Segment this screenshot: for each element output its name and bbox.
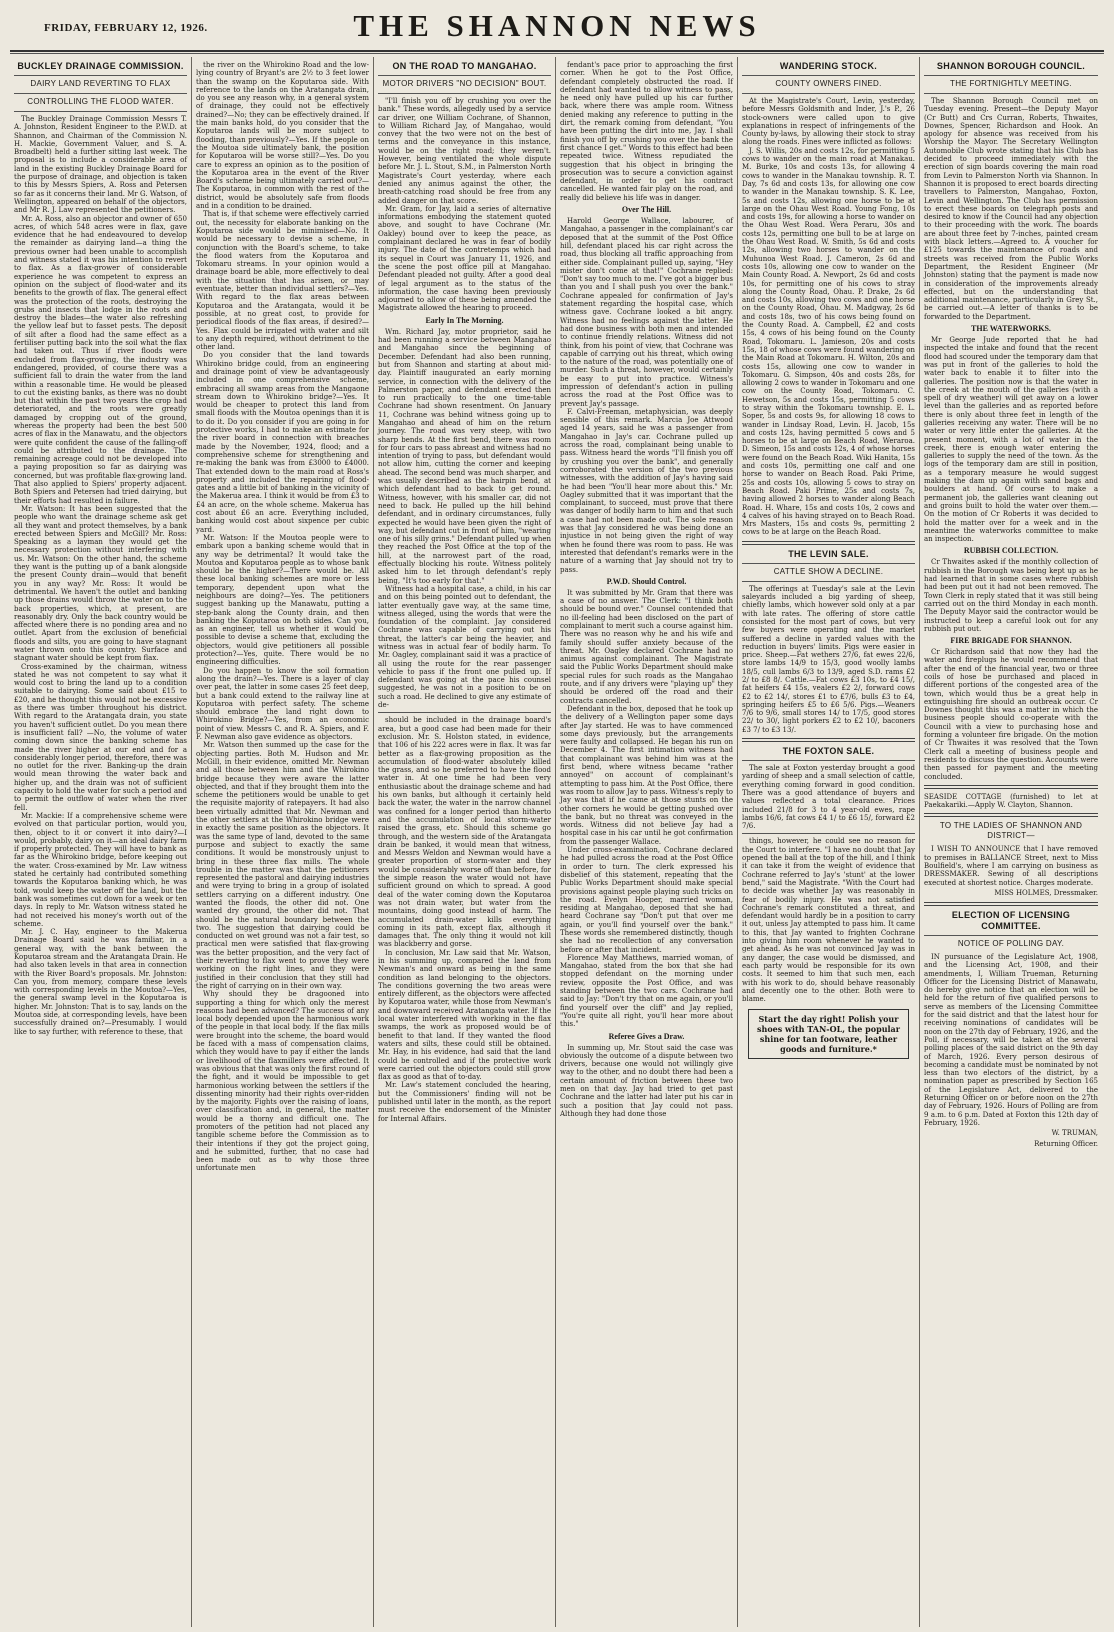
section-subheading: RUBBISH COLLECTION.: [963, 546, 1059, 556]
article-paragraph: That is, if that scheme were effectively carried out, the necessity for elaborate banking on the Koputaroa side would be minimised—No. It would be necessary to devise a scheme, in conjunction with the Board's scheme, to take the flood waters from the Koputaroa and Tokomaru streams. In your opinion would a drainage board be able, more effectively to deal with the situation that has arisen, or may eventuate, better than individual settlers?—Yes. With regard to the flax areas between Koputaroa and the Aratangata, would it be possible, at no great cost, to provide for periodical floods of the flax areas, if desired?—Yes. Flax could be irrigated with water and silt to any depth required, without detriment to the other land.: [196, 210, 369, 352]
columns: [10, 57, 1108, 1627]
article-paragraph: Mr. Gram, for Jay, laid a series of alternative informations embodying the statement quoted above, and sought to have Cochrane (Mr. Oakley) bound over to keep the peace, as complainant declared he was in fear of bodily injury. The date of the contretemps which had its sequel in Court was January 11, 1926, and the scene the post office pill at Mangahao. Defendant pleaded not guilty. After a good deal of legal argument as to the status of the information, the case having been previously adjourned to allow of these being amended the Magistrate allowed the hearing to proceed.: [378, 204, 551, 313]
article-subhead: THE FORTNIGHTLY MEETING.: [950, 79, 1072, 88]
divider: [742, 581, 915, 582]
article-paragraph: the river on the Whirokino Road and the low-lying country of Bryant's are 2½ to 3 feet lower than the swamp on the Koputaroa side. With reference to the lands on the Aratangata drain, do you see any reason why, in a general system of drainage, they could not be effectively drained?—No; they can be effectively drained. If the main banks hold, do you consider that the Koputaroa lands will be more subject to flooding, than previously?—Yes. If the people on the Moutoa side ultimately bank, the position for Koputaroa will be worse still?—Yes. Do you care to express an opinion as to the position of the Koputaroa area in the event of the River Board's scheme being ultimately carried out?—The Koputaroa, in common with the rest of the district, would be absolutely safe from floods and in a condition to be drained.: [196, 61, 369, 211]
notice-signature-name: W. TRUMAN,: [1051, 1129, 1098, 1138]
article-subhead: COUNTY OWNERS FINED.: [775, 79, 882, 88]
article-paragraph: should be included in the drainage board's area, but a good case had been made for their exclusion. Mr. S. Holston stated, in evidence, that 106 of his 222 acres were in flax. It was far better as a flax-growing proposition as the accumulation of flood-water absolutely killed the grass, and so he preferred to have the flood water in. At one time he had been very enthusiastic about the drainage scheme and had his own banks, but although it certainly held back the water, the water in the narrow channel was confined for a longer period than hitherto and the accumulation of local storm-water raised the grass, etc. Should this scheme go through, and the western side of the Aratangata drain be banked, it would mean that witness, and Messrs Weldon and Newman would have a greater proportion of storm-water and they would be considerably worse off than before, for the simple reason the water would not have sufficient ground on which to spread. A good deal of the water coming down the Koputaroa was not drain water, but water from the mountains, doing good instead of harm. The accumulated drain-water kills everything coming in its path, except flax, although it damages that. The only thing it would not kill was blackberry and gorse.: [378, 716, 551, 949]
newspaper-title: THE SHANNON NEWS: [353, 8, 761, 43]
article-subhead: CONTROLLING THE FLOOD WATER.: [27, 97, 174, 106]
article-paragraph: Do you consider that the land towards Whirokino bridge could, from an engineering and drainage point of view be advantageously included in one comprehensive scheme, embracing all swamp areas from the Mangaone stream down to Whirokino bridge?—Yes. It would be cheaper to protect this land from small floods with the Moutoa openings than it is to do it. Do you consider if you are going in for protective works, I had to make an estimate for the river board in connection with breaches made by the November, 1924, flood; and a comprehensive scheme for strengthening and re-making the bank was from £3000 to £4000. That extended down to the main road at Ross's property and included the repairing of flood-gates and a little bit of banking in the vicinity of the Makerua area. I think it would be from £3 to £4 an acre, on the whole scheme. Makerua has cost about £6 an acre. Everything included, banking would cost about sixpence per cubic yard.: [196, 351, 369, 534]
article-paragraph: Mr. Watson: It has been suggested that the people who want the drainage scheme ask get all they want and protect themselves, by a bank erected between Spiers and McGill? Mr. Ross: Speaking as a layman they would get the necessary protection without interfering with us. Mr. Watson: On the other hand, the scheme they want is the putting up of a bank alongside the present County drain—would that benefit you in any way? Mr. Ross: It would be detrimental. We haven't the outlet and banking up those drains would throw the water on to the back properties, which, at present, are reasonably dry. Only the back country would be affected where there is no ponding area and no outlet. Apart from the exclusion of beneficial floods and silts, you are going to have stagnant water thrown onto this country. Surface and stagnant water should be kept from flax.: [14, 504, 187, 663]
polling-notice: IN pursuance of the Legislature Act, 1908, and the Licensing Act, 1908, and their amendments, I, William Trueman, Returning Officer for the Licensing District of Manawatu, do hereby give notice that an election will be held for the return of five qualified persons to serve as members of the Licensing Committee for the said district and that the latest hour for receiving nominations of candidates will be noon on the 27th day of February, 1926, and the Poll, if necessary, will be taken at the several polling places of the said district on the 9th day of March, 1926. Every person desirous of becoming a candidate must be nominated by not less than two electors of the district, by a nomination paper as prescribed by Section 165 of the Legislature Act, delivered to the Returning Officer on or before noon on the 27th day of February, 1926. Hours of Polling are from 9 a.m. to 6 p.m. Dated at Foxton this 12th day of February, 1926.: [924, 952, 1098, 1127]
article-paragraph: At the Magistrate's Court, Levin, yesterday, before Messrs Goldsmith and Inder, J.'s P., 26 stock-owners were called upon to give explanations in respect of infringements of the County by-laws, by allowing their stock to stray along the roads. Fines were inflicted as follows:: [742, 97, 915, 147]
article-paragraph: Mr. Mackie: If a comprehensive scheme were evolved on that particular portion, would you, then, object to it or convert it into dairy?—I would, probably, dairy on it—an ideal dairy farm if properly protected. They will have to bank as far as the Whirokino bridge, before keeping out the water. Cross-examined by Mr. Law witness stated he certainly had contributed something towards the Koputaroa banking which, he was told, would keep the water off the land, but the bank was sometimes cut down for a week or ten days. In reply to Mr. Watson witness stated he had not received his money's worth out of the scheme.: [14, 811, 187, 928]
article-paragraph: The Shannon Borough Council met on Tuesday evening. Present—the Deputy Mayor (Cr Butt) and Crs Curran, Roberts, Thwaites, Downes, Spencer, Richardson and Hook. An apology for absence was received from his Worship the Mayor. The Secretary Wellington Automobile Club wrote stating that his Club has decided to proceed immediately with the erection of sign boards covering the main road from Levin to Palmerston North via Shannon. In Shannon it is proposed to erect boards directing travellers to Palmerston, Mangahao, Foxton, Levin and Wellington. The Club has permission to erect these boards on telegraph posts and desired to know if the Council had any objection to their proceeding with the work. The boards are about three feet by 7-inches, painted cream with black letters.—Agreed to. A voucher for £125 towards the maintenance of roads and streets was received from the Public Works Department, the Resident Engineer (Mr Johnston) stating that the payment is made now in consideration of the improvements already effected, but on the understanding that additional maintenance, particularly in Grey St., be carried out.—A letter of thanks is to be forwarded to the Department.: [924, 97, 1098, 321]
article-paragraph: Cross-examined by the chairman, witness stated he was not competent to say what it would cost to bring the land up to a condition suitable to dairying. Some said about £15 to £20, and he thought this would not be excessive as there was timber throughout his district. With regard to the Aratangata drain, you state you haven't sufficient outlet. Do you mean there is insufficient fall? —No, the volume of water coming down since the banking scheme has made the river higher at our end and for a considerably longer period, therefore, there was no outlet for the river. Banking-up the drain would mean throwing the water back and higher up, and the drain was not of sufficient capacity to hold the water for such a period and to permit the outflow of water when the river fell.: [14, 662, 187, 812]
column-1: [10, 57, 192, 1627]
article-paragraph: Harold George Wallace, labourer, of Mangahao, a passenger in the complainant's car deposed that at the summit of the Post Office hill, defendant placed his car right across the road, thus blocking all traffic approaching from either side. Complainant pulled up, saying, "Hey mister don't come at that!" Cochrane replied: "Don't say too much to me. I've got a bigger bus than you and I shall push you over the bank." Cochrane appealed for confirmation of Jay's statement regarding the hospital case, which witness gave. Cochrane looked a bit angry. Witness had no feelings against the latter. He had done business with both men and intended to continue friendly relations. Witness did not think, from his point of view, that Cochrane was capable of carrying out his threat, which owing to the nature of the road, was potentially one of murder. Such a threat, however, would certainly be easy to put into practice. Witness's impression of defendant's action in pulling across the road at the Post Office was to prevent Jay's passage.: [560, 217, 733, 408]
article-paragraph: Wm. Richard Jay, motor proprietor, said he had been running a service between Mangahao and Mangahao since the beginning of December. Defendant had also been running, but from Shannon and starting at about mid-day. Plaintiff inaugurated an early morning service, in connection with the delivery of the Palmerston paper, and defendant erected then to run practically to the one time-table Cochrane had shown resentment. On January 11, Cochrane was behind witness going up to Mangahao and ahead of him on the return journey. The road was very steep, with two sharp bends. At the first bend, there was room for four cars to pass abreast and witness had no intention of trying to pass, but defendant would not allow him, cutting the corner and keeping ahead. The second bend was much sharper, and was usually described as the hairpin bend, at which defendant had to back to get round. Witness, however, with his smaller car, did not need to back. He pulled up the hill behind defendant, and in ordinary circumstances, fully expected he would have been given the right of way, but defendant cut in front of him, "wearing one of his silly grins." Defendant pulled up when they reached the Post Office at the top of the hill, at the narrowest part of the road, effectually blocking his route. Witness politely asked him to let through defendant's reply being, "It's too early for that.": [378, 327, 551, 585]
divider: [924, 813, 1098, 817]
dressmaker-ad: I WISH TO ANNOUNCE that I have removed to premises in BALLANCE Street, next to Miss Boulfield's, where I am carrying on business as DRESSMAKER. Sewing of all descriptions executed at shortest notice. Charges moderate.: [924, 845, 1098, 887]
article-paragraph: Mr. Watson then summed up the case for the objecting parties. Both M. Hudson and Mr. McGill, in their evidence, omitted Mr. Newman and all those between him and the Whirokino bridge because they were aware the latter objected, and that if they brought them into the scheme the petitioners would be unable to get the requisite majority of ratepayers. It had also been virtually admitted that Mr. Newman and the other settlers at the Whirokino bridge were in exactly the same position as the objectors. It was the same type of land, devoted to the same purpose and subject to exactly the same conditions. It would be monstrously unjust to bring in these three flax mills. The whole trouble in the matter was that the petitioners represented the pastoral and dairying industries and were trying to bring in a group of isolated settlers carrying on a different industry. One wanted the floods, the other did not. One wanted dry ground, the other did not. That should be the natural boundary between the two. The suggestion that dairying could be conducted on wet ground was not a fair test, so practical men were satisfied that flax-growing was the better proposition, and the very fact of their reverting to flax went to prove they were working on the right lines, and they were justified in their conclusion that they still had the right of carrying on in their own way.: [196, 741, 369, 990]
article-headline: THE LEVIN SALE.: [788, 548, 869, 559]
divider: [742, 93, 915, 94]
divider: [14, 93, 187, 94]
divider: [924, 75, 1098, 76]
article-paragraph: F. Calvi-Freeman, metaphysician, was deeply sensible of this remark. Marcia Joe Attwood aged 14 years, said he was a passenger from Mangahao in Jay's car. Cochrane pulled up across the road, complainant being unable to pass. Witness heard the words "I'll finish you off by crushing you over the bank", and generally corroborated the version of the two previous witnesses, with the addition of Jay's having said he had been "You'll hear more about this." Mr. Oagley submitted that it was important that the complainant, to succeed, must prove that there was danger of bodily harm to him and that such a case had not been made out. The sole reason was that Jay considered he was being done an injustice in not being given the right of way when he found there was room to pass. He was interested that defendant's remarks were in the nature of a warning that Jay should not try to pass.: [560, 407, 733, 574]
ad-signature: MISS HOLMES, Dressmaker.: [994, 888, 1098, 897]
article-paragraph: The offerings at Tuesday's sale at the Levin saleyards included a big yarding of sheep, chiefly lambs, which however sold only at a par with late rates. The offering of store cattle consisted for the most part of cows, but very few buyers were operating and the market suffered a decline in yarded values with the reduction in buyers' limits. Pigs were easier in price. Sheep.—Fat wethers 27/6, fat ewes 22/6, store lambs 14/9 to 15/3, good woolly lambs 18/5, cull lambs 6/3 to 13/9, aged S.D. rams £2 2/ to £8 8/. Cattle.—Fat cows £3 10s, to £4 15/, fat heifers £4 15s, vealers £2 2/, forward cows £2 to £2 14/, stores £1 to £7/6, bulls £3 to £4, springing heifers £5 to £6 5/6. Pigs.—Weaners 7/6 to 9/6, small stores 14/ to 17/5, good stores 22/ to 30/, light porkers £2 to £2 10/, baconers £3 7/ to £3 13/.: [742, 584, 915, 734]
article-paragraph: Mr. Watson: If the Moutoa people were to embark upon a banking scheme would that in any way be detrimental? It would take the Moutoa and Koputaroa people as to whose bank should be the higher?—There would be. All these local banking schemes are more or less temporary, dependent upon what the neighbours are doing?—Yes. The petitioners suggest banking up the Manawatu, putting a step-bank along the County drain, and then banking the Koputaroa on both sides. Can you, as an engineer, tell us whether it would be possible to devise a scheme that, excluding the objectors, would give petitioners all possible protection?—Yes, quite. There would be no engineering difficulties.: [196, 533, 369, 667]
article-paragraph: "I'll finish you off by crushing you over the bank." These words, allegedly used by a service car driver, one William Cochrane, of Shannon, to William Richard Jay, of Mangahao, would convey that the two were not on the best of terms and the conveyance in this instance, would be on the right road; they weren't. However, being ventilated the whole dispute before Mr. J. L. Stout, S.M., in Palmerston North Magistrate's Court yesterday, where each denied any animus against the other, the breath-catching road should be free from any added danger on that score.: [378, 97, 551, 205]
article-paragraph: The sale at Foxton yesterday brought a good yarding of sheep and a small selection of cattle, everything coming forward in good condition. There was a good attendance of buyers and values reflected a total clearance. Prices included 21/8 for 3 to 4 year-old ewes, rape lambs 16/6, fat cows £4 1/ to £6 15/, forward £2 7/6.: [742, 764, 915, 831]
divider: [14, 75, 187, 76]
ad-heading: TO THE LADIES OF SHANNON AND DISTRICT—: [939, 821, 1083, 841]
section-subheading: Early In The Morning.: [425, 315, 504, 325]
article-paragraph: Mr George Jude reported that he had inspected the intake and found that the recent flood had scoured under the temporary dam that was put in front of the galleries to hold the water back to enable it to filter into the galleries. The position now is that the water in the creek at the mouth of the galleries (with a spell of dry weather) will get away on a lower level than the galleries and as reported before there is only about three feet in length of the galleries receiving any water. There will be no water or very little enter the galleries. At the present moment, with a lot of water in the creek, there is enough water entering the galleries to supply the need of the town. As the logs of the temporary dam are still in position, as a temporary measure he would suggest making the dam up again with sand bags and boulders at hand. Of course to make a permanent job, the galleries want cleaning out and groins built to hold the water over them.—On the motion of Cr Roberts it was decided to hold the matter over for a week and in the meantime the waterworks committee to make an inspection.: [924, 336, 1098, 544]
divider: [924, 785, 1098, 789]
article-headline: SHANNON BOROUGH COUNCIL.: [936, 61, 1086, 71]
article-paragraph: The Buckley Drainage Commission Messrs T. A. Johnston, Resident Engineer to the P.W.D. at Shannon, and Chairman of the Commission N. H. Mackie, Government Valuer, and S. A. Broadbelt) held a further sitting last week. The proposal is to include a considerable area of land in the existing Buckley Drainage Board for the purpose of drainage, and objection is taken to this by Messrs Spiers, A. Ross and Petersen so far as it concerns their land. Mr G. Watson, of Wellington, appeared on behalf of the objectors, and Mr R. J. Law represented the petitioners.: [14, 115, 187, 215]
article-paragraph: Cr Richardson said that now they had the water and fireplugs he would recommend that after the end of the financial year, two or three coils of hose be purchased and placed in different portions of the congested area of the town, which would thus be a great help in extinguishing fire should an outbreak occur. Cr Downes thought this was a matter in which the business people should co-operate with the Council with a view to purchasing hose and forming a volunteer fire brigade. On the motion of Cr Thwaites it was resolved that the Town Clerk call a meeting of business people and residents to discuss the question. Accounts were then passed for payment and the meeting concluded.: [924, 648, 1098, 781]
divider: [378, 712, 551, 713]
column-3: [374, 57, 556, 1627]
divider: [742, 541, 915, 545]
article-paragraph: In conclusion, Mr. Law said that Mr. Watson, in his summing up, compared the land from Newman's and onward as being in the same condition as land belonging to the objectors. The conditions governing the two areas were entirely different, as the objectors were affected by Koputaroa water, while those from Newman's and downward received Aratangata water. If the local water interfered with working in the flax swamps, the work as proposed would be of benefit to that land. If they wanted the flood waters and silts, these could still be obtained. Mr. Hay, in his evidence, had said that the land could be controlled and if the protective work were carried out the objectors could still grow flax as good as that of to-day.: [378, 948, 551, 1082]
article-headline: WANDERING STOCK.: [779, 61, 878, 71]
divider: [924, 935, 1098, 936]
section-subheading: THE WATERWORKS.: [971, 324, 1051, 334]
article-paragraph: Mr. A. Ross, also an objector and owner of 650 acres, of which 548 acres were in flax, gave evidence that he had endeavoured to develop the remainder as dairying land—a thing the previous owner had been unable to accomplish and witness stated it was his intention to revert to flax. As a flax-grower of considerable experience he was competent to express an opinion on the subject of flood-water and its benefits to the growth of flax. The general effect was the protection of the roots, destroying the grubs and insects that lodge in the roots and destroy the blades—the water also refreshing the yellow leaf but to fasset pests. The deposit of silt after a flood had the same effect as a fertiliser putting back into the soil what the flax had taken out. Thus if river floods were excluded from flax-growing, the industry was endangered, provided, of course there was a sufficient fall to drain the water from the land within a reasonable time. He would be pleased to cut the existing banks, as there was no doubt but that within the past two years the crop had deteriorated, and the roots were greatly damaged by cropping out of the ground, whereas the property had been the best 500 acres of flax in the Manawatu, and the objectors were quite confident the cause of the falling-off could be attributed to the drainage. The remaining acreage could not be developed into a paying proposition so far as dairying was concerned, but was profitable flax-growing land. That also applied to Spiers' property adjacent. Both Spiers and Petersen had tried dairying, but their efforts had resulted in failure.: [14, 214, 187, 505]
article-paragraph: Witness had a hospital case, a child, in his car and on this being pointed out to defendant, the latter eventually gave way, at the same time, witness alleged, using the words that were the foundation of the complaint. Jay considered Cochrane was capable of carrying out his threat, the latter's car being the heavier, and witness was in actual fear of bodily harm. To Mr. Oagley, complainant said it was a practice of all using the route for the rear passenger vehicle to pass if the front one pulled up. If defendant was going at the pace his counsel suggested, he was not in a position to be on such a road. He declined to give any estimate of de-: [378, 584, 552, 710]
article-paragraph: It was submitted by Mr. Gram that there was a case of no answer. The Clerk: "I think both should be bound over." Counsel contended that no ill-feeling had been disclosed on the part of complainant to merit such a course against him. There was no reason why he and his wife and family should suffer anxiety because of the threat. Mr. Oagley declared Cochrane had no animus against complainant. The Magistrate said the Public Works Department should make special rules for such roads as the Mangahao route, and if any drivers were "playing up" they should be ordered off the road and their contracts cancelled.: [560, 588, 733, 705]
section-subheading: P.W.D. Should Control.: [606, 576, 687, 586]
divider: [742, 563, 915, 564]
section-subheading: FIRE BRIGADE FOR SHANNON.: [950, 636, 1072, 646]
masthead: [0, 0, 1114, 56]
issue-date: FRIDAY, FEBRUARY 12, 1926.: [44, 22, 208, 34]
article-subhead: MOTOR DRIVERS "NO DECISION" BOUT.: [382, 79, 547, 88]
article-subhead: DAIRY LAND REVERTING TO FLAX: [30, 79, 171, 88]
article-headline: THE FOXTON SALE.: [782, 746, 875, 757]
column-4: [556, 57, 738, 1627]
divider: [924, 902, 1098, 906]
divider: [14, 111, 187, 112]
divider: [742, 738, 915, 742]
tan-ol-advertisement: Start the day right! Polish your shoes with TAN-OL, the popular shine for tan footware, leather goods and furniture.*: [748, 1009, 909, 1059]
divider: [378, 75, 551, 76]
article-paragraph: Mr. J. C. Hay, engineer to the Makerua Drainage Board said he was familiar, in a general way, with the bank between the Koputaroa stream and the Aratangata Drain. He had also taken levels in that area in connection with the River Board's proposals. Mr. Johnston: Can you, from memory, compare these levels with corresponding levels in the Moutoa?—Yes, the general swamp level in the Koputaroa is higher. Mr. Johnston: That is to say, lands on the Moutoa side, at corresponding levels, have been successfully drained on?—Presumably. I would like to say further, with reference to these, that: [14, 928, 187, 1036]
article-paragraph: In summing up, Mr. Stout said the case was obviously the outcome of a dispute between two drivers, because one would not willingly give way to the other, and no doubt there had been a certain amount of friction between these two men on that day. Jay had tried to get past Cochrane and the latter had later put his car in such a position that Jay could not pass. Although they had done those: [560, 1043, 733, 1118]
article-paragraph: Defendant in the box, deposed that he took up the delivery of a Wellington paper some days after Jay started. He was to have commenced some days previously, but the arrangements were faulty and collapsed. He began his run on December 4. The first intimation witness had that complainant was behind him was at the first bend, where witness became "rather annoyed" on account of complainant's attempting to pass him. At the Post Office, there was room to allow Jay to pass. Witness's reply to Jay was that if he came at those stunts on the other corners he would be getting pushed over the bank, but no threat was conveyed in the words. Witness did not believe Jay had a hospital case in his car until he got confirmation from the passenger Wallace.: [560, 704, 733, 846]
article-paragraph: Why should they be dragooned into supporting a thing for which only the merest reasons had been advanced? The success of any local body depended upon the harmonious work of the people in that local body. If the flax mills were brought into the scheme, the board would be faced with a mass of compensation claims, which they would have to pay if either the lands or livelihood of the flaxmillers were affected. It was obvious that that was only the first round of the fight, and it would be impossible to get harmonious working between the settlers if the dissenting minority had their rights over-ridden by the majority. Fights over the raising of loans, over classification and, in general, the matter would be a thorny and difficult one. The promoters of the petition had not placed any tangible scheme before the Commission as to their intentions if they got the project going, and he submitted, further, that no case had been made out as to why those three unfortunate men: [196, 990, 369, 1173]
article-paragraph: Mr. Law's statement concluded the hearing, but the Commissioners' finding will not be published until later in the month, as the report must receive the endorsement of the Minister for Internal Affairs.: [378, 1081, 551, 1123]
article-paragraph: Under cross-examination, Cochrane declared he had pulled across the road at the Post Office in order to turn. The clerk expressed his disbelief of this statement, repeating that the Public Works Department should make special provisions against people playing such tricks on the road. Evelyn Hooper, married woman, residing at Mangahao, deposed that she had heard Cochrane say "Don't put that over me again, or you'll find yourself over the bank." These words she remembered distinctly, though she had no recollection of any conversation before or after that incident.: [560, 846, 733, 954]
section-subheading: Over The Hill.: [621, 205, 672, 215]
classified-ad: [924, 793, 1098, 810]
divider: [742, 833, 915, 834]
column-6: [920, 57, 1102, 1627]
seaside-cottage-ad: SEASIDE COTTAGE (furnished) to let at Paekakariki.—Apply W. Clayton, Shannon.: [924, 792, 1098, 810]
column-5: [738, 57, 920, 1627]
divider: [742, 75, 915, 76]
article-subhead: CATTLE SHOW A DECLINE.: [773, 566, 884, 576]
notice-subhead: NOTICE OF POLLING DAY.: [957, 938, 1065, 948]
notice-headline: ELECTION OF LICENSING COMMITTEE.: [951, 909, 1071, 931]
divider: [742, 760, 915, 761]
article-paragraph: Florence May Matthews, married woman, of Mangahao, stated from the box that she had stopped defendant on the morning under review, opposite the Post Office, and was standing between the two cars. Cochrane had said to Jay: "Don't try that on me again, or you'll find yourself over the cliff" and Jay replied, "You're quite all right, you'll hear more about this.": [560, 953, 733, 1029]
divider: [378, 93, 551, 94]
notice-signature-title: Returning Officer.: [1034, 1140, 1098, 1149]
article-paragraph: things, however, he could see no reason for the Court to interfere. "I have no doubt that Jay opened the ball at the top of the hill, and I think it can take it from the weight of evidence that Cochrane referred to Jay's 'stunt' at the lower bend," said the Magistrate. "With the Court had to decide was whether Jay was reasonably in fear of bodily injury. He was not satisfied Cochrane's remark constituted a threat, and defendant would hardly be in a position to carry it out, unless Jay attempted to pass him. It came to this, that Jay wanted to frighten Cochrane into giving him room whenever he wanted to get ahead. As he was not convinced Jay was in any danger, the case would be dismissed, and each party would be responsible for its own costs. It seemed to him that such men, each with his work to do, should behave reasonably and decently one to the other. Both were to blame.: [742, 837, 915, 1004]
divider: [924, 93, 1098, 94]
article-headline: ON THE ROAD TO MANGAHAO.: [392, 61, 537, 71]
section-subheading: Referee Gives a Draw.: [608, 1031, 685, 1041]
column-2: [192, 57, 374, 1627]
article-headline: BUCKLEY DRAINAGE COMMISSION.: [17, 61, 184, 71]
article-paragraph: Do you happen to know the soil formation along the drain?—Yes. There is a layer of clay over peat, the latter in some cases 25 feet deep, but a bank could extend to the railway line at Koputaroa with perfect safety. The scheme should embrace the land right down to Whirokino Bridge?—Yes, from an economic point of view. Messrs C. and R. A. Spiers, and F. F. Newman also gave evidence as objectors.: [196, 666, 369, 742]
article-paragraph: J. S. Willis, 20s and costs 12s, for permitting 5 cows to wander on the main road at Manakau. M. Burke, 10s and costs 13s, for allowing 4 cows to wander in the Manakau township. R. T. Day, 7s 6d and costs 13s, for allowing one cow to wander in the Manakau township. S. K. Lee, 5s and costs 12s, allowing one horse to be at large on the Ohau West Road. Young Fong, 10s and costs 19s, for allowing a horse to wander on the Ohau West Road. Wera Peraru, 30s and costs 12s, permitting one bull to be at large on the Ohau West Road. W. Smith, 5s 6d and costs 12s, allowing two horses to wander on the Muhunoa West Road. J. Cameron, 2s 6d and costs 10s, allowing one cow to wander on the Main County Road. A. Newport, 2s 6d and costs 10s, for permitting one of his cows to stray along the County Road, Ohau. P. Drake, 2s 6d and costs 10s, allowing two cows and one horse on the County Road, Ohau. M. Madgway, 2s 6d and costs 18s, two of his cows being found on the County Road. A. Campbell, £2 and costs 15s, 4 cows of his being found on the County Road, Tokomaru. L. Jamieson, 20s and costs 15s, 18 of whose cows were found wandering on the Main Road at Tokomaru. H. Wilton, 20s and costs 15s, allowing one cow to wander in Tokomaru. G. Simpson, 40s and costs 28s, for allowing 2 cows to wander in Tokomaru and one cow on the County Road, Tokomaru. C. Hewetson, 5s and costs 15s, permitting 5 cows to stray within the Tokomaru township. E. L. Soper, 5s and costs 9s, for allowing 18 cows to wander in Lindsay Road, Levin. H. Jacob, 15s and costs 12s, having permitted 5 cows and 5 horses to be at large on Beach Road, Weraroa. D. Simeon, 15s and costs 12s, 4 of whose horses were found on the Beach Road. Wiki Hanita, 15s and costs 10s, permitting one calf and one horse to wander on Beach Road. Paki Prime, 25s and costs 10s, allowing 5 cows to stray on Beach Road. Paki Prime, 25s and costs 7s, having allowed 2 horses to wander along Beach Road. H. Whare, 15s and costs 10s, 2 cows and 4 calves of his having strayed on to Beach Road. Mrs Masters, 15s and costs 9s, permitting 2 cows to be at large on the Beach Road.: [742, 146, 915, 537]
article-paragraph: Cr Thwaites asked if the monthly collection of rubbish in the Borough was being kept up as he had learned that in some cases where rubbish had been put out it had not been removed. The Town Clerk in reply stated that it was still being carried out on the third Monday in each month. The Deputy Mayor said the contractor would be instructed to keep a careful look out for any rubbish put out.: [924, 558, 1098, 633]
masthead-rule: [10, 50, 1104, 54]
article-paragraph: fendant's pace prior to approaching the first corner. When he got to the Post Office, defendant completely obstructed the road. If defendant had wanted to allow witness to pass, he need only have pulled up his car further back, where there was ample room. Witness denied making any reference to putting in the dirt, the remark coming from defendant, "You have been putting the dirt into me, Jay. I shall finish you off by crushing you over the bank the first chance I get." Words to this effect had been repeated twice. Witness repudiated the suggestion that his object in bringing the prosecution was to secure a conviction against defendant, in order to get his contract cancelled. He wanted fair play on the road, and really did believe his life was in danger.: [560, 61, 733, 202]
